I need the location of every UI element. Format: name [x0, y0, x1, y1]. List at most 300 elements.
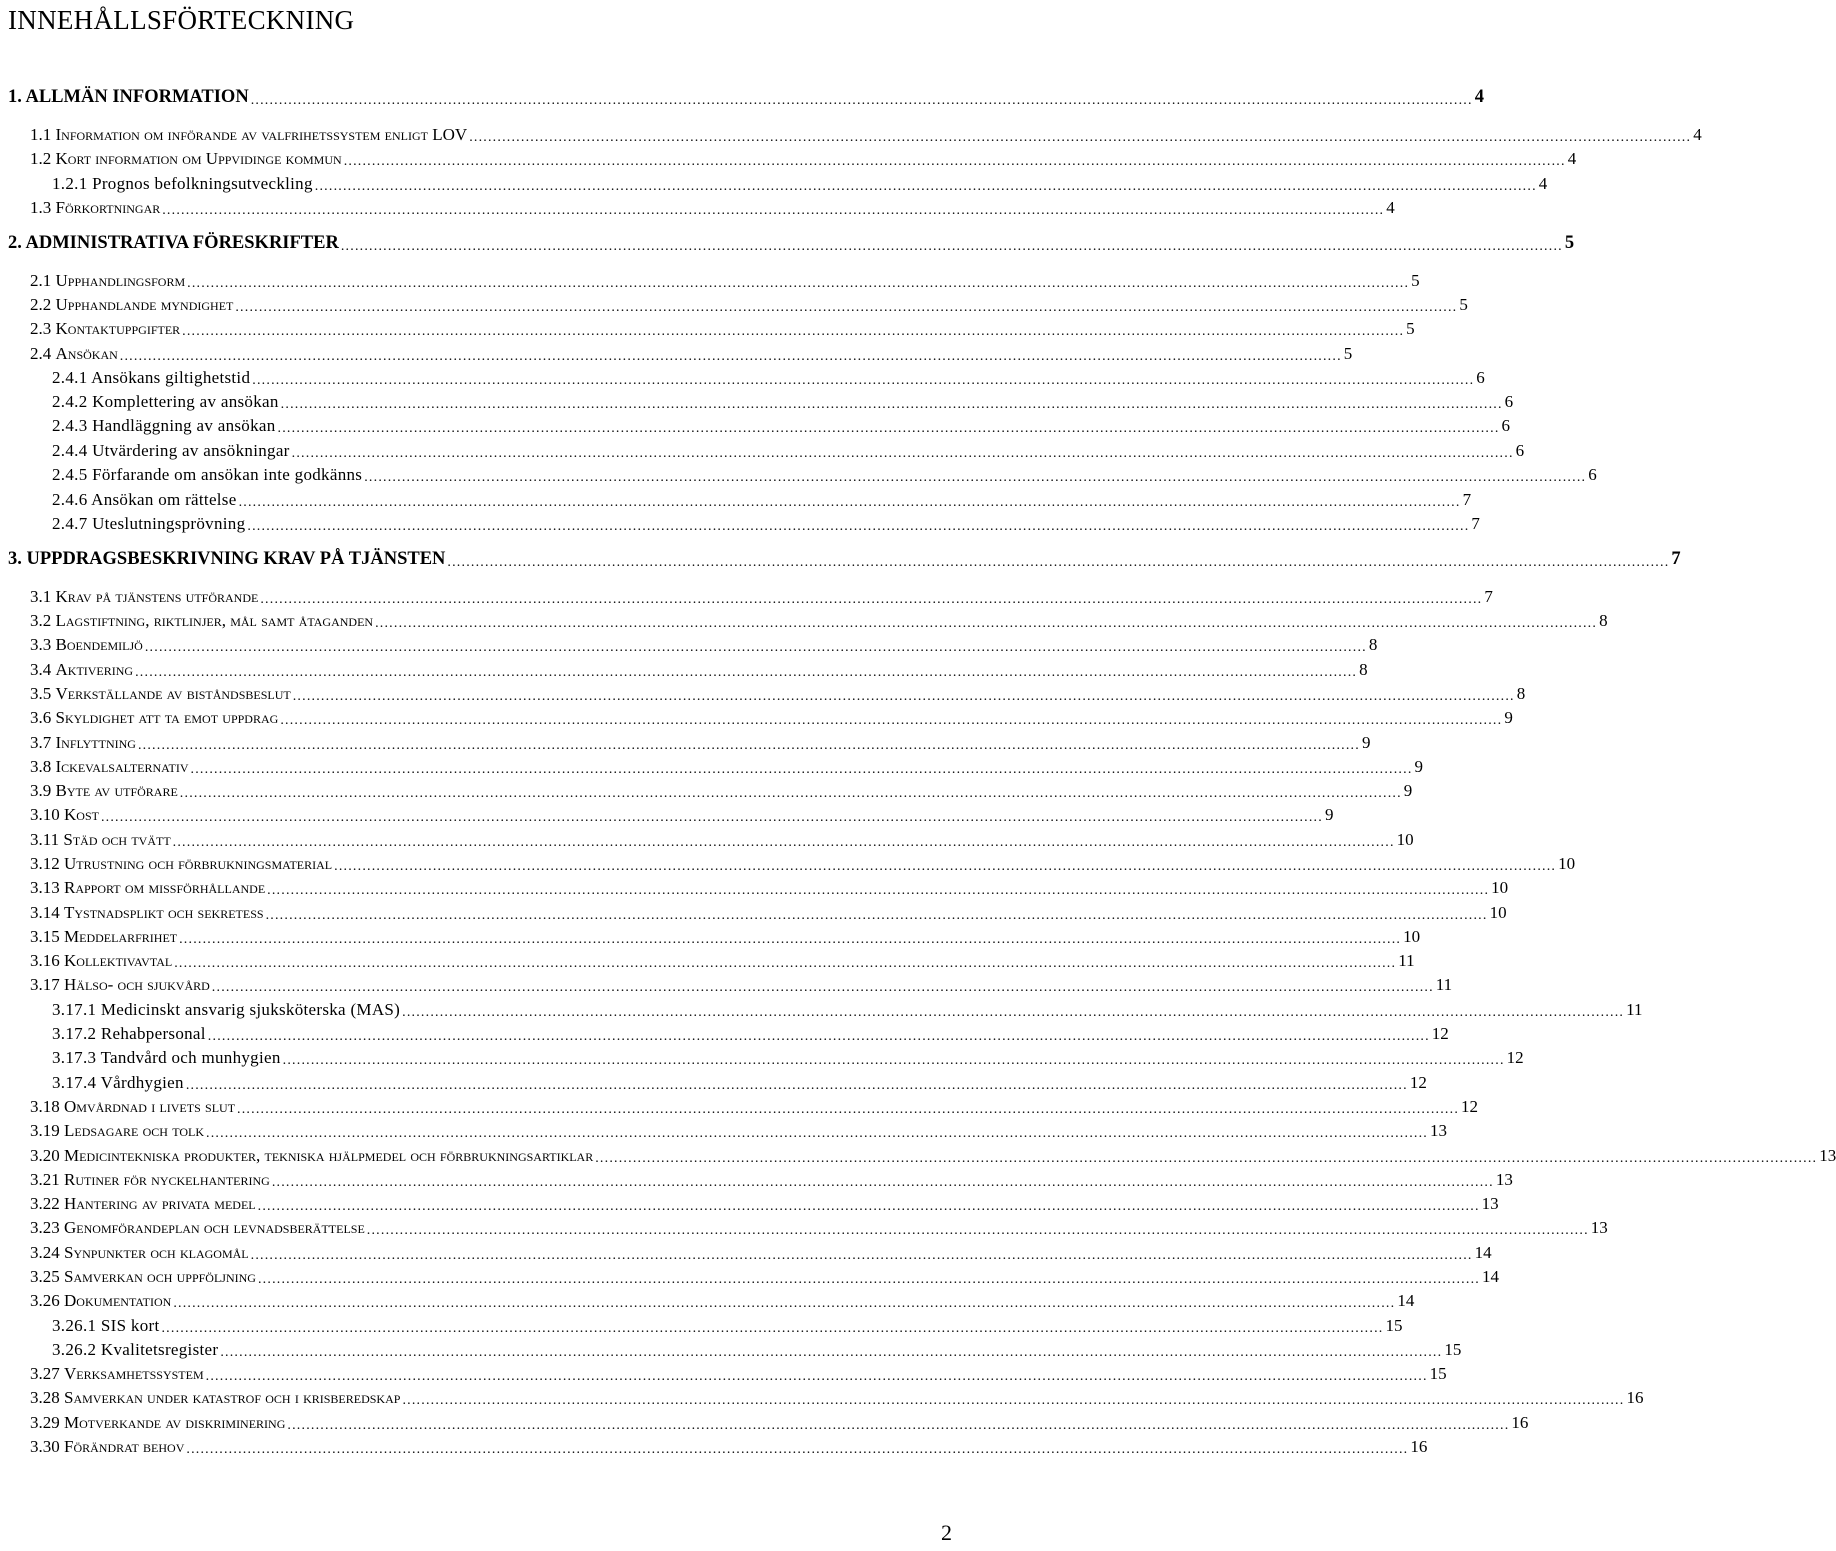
toc-entry-number: 2.3: [30, 319, 52, 338]
toc-entry-label: [30, 271, 187, 291]
toc-entry-number: 3.27: [30, 1364, 60, 1383]
toc-entry-number: 3.26.1: [52, 1316, 97, 1335]
toc-entry-number: 3.26.2: [52, 1340, 97, 1359]
toc-entry-number: 3.19: [30, 1121, 60, 1140]
toc-entry-page: 7: [1471, 514, 1480, 533]
toc-entry-page: 8: [1516, 684, 1526, 703]
dot-leader: ....................................................................................................................................................................................................................................................................: [207, 1029, 1430, 1044]
dot-leader: ....................................................................................................................................................................................................................................................................: [280, 397, 1503, 412]
toc-entry[interactable]: [0, 315, 1415, 339]
toc-entry-title: Information om införande av valfrihetssystem enligt LOV: [55, 125, 468, 144]
dot-leader: ....................................................................................................................................................................................................................................................................: [250, 1248, 1473, 1263]
dot-leader: ....................................................................................................................................................................................................................................................................: [173, 1296, 1396, 1311]
toc-entry-number: 2.4: [30, 344, 52, 363]
dot-leader: ....................................................................................................................................................................................................................................................................: [220, 1345, 1443, 1360]
toc-entry[interactable]: [0, 729, 1371, 753]
dot-leader: ....................................................................................................................................................................................................................................................................: [172, 835, 1395, 850]
toc-entry-page: 6: [1588, 465, 1597, 484]
dot-leader: ....................................................................................................................................................................................................................................................................: [161, 1321, 1384, 1336]
dot-leader: ....................................................................................................................................................................................................................................................................: [314, 179, 1537, 194]
toc-entry-label: [52, 1024, 208, 1044]
toc-entry-title: Dokumentation: [64, 1291, 172, 1310]
toc-entry[interactable]: [0, 1044, 1524, 1068]
dot-leader: ....................................................................................................................................................................................................................................................................: [375, 616, 1598, 631]
toc-entry-label: [52, 514, 247, 534]
toc-entry-page: 12: [1506, 1048, 1524, 1067]
toc-entry-page: 4: [1567, 149, 1577, 168]
toc-entry-page: 11: [1626, 1000, 1643, 1019]
toc-entry-title: Byte av utförare: [55, 781, 178, 800]
toc-entry[interactable]: [0, 267, 1420, 291]
toc-entry-label: [52, 1316, 161, 1336]
toc-entry-title: Uteslutningsprövning: [92, 514, 246, 533]
dot-leader: ....................................................................................................................................................................................................................................................................: [182, 324, 1405, 339]
toc-entry-number: 2.4.1: [52, 368, 88, 387]
toc-entry[interactable]: [0, 388, 1514, 412]
toc-entry-label: [52, 416, 278, 436]
toc-entry-title: Krav på tjänstens utförande: [55, 587, 259, 606]
toc-entry-title: ALLMÄN INFORMATION: [25, 87, 249, 107]
toc-entry-page: 7: [1671, 549, 1681, 569]
dot-leader: ....................................................................................................................................................................................................................................................................: [265, 908, 1488, 923]
toc-entry-page: 5: [1406, 319, 1415, 338]
toc-entry[interactable]: [0, 777, 1413, 801]
toc-entry-title: Aktivering: [55, 660, 134, 679]
toc-entry-label: [30, 198, 162, 218]
toc-entry[interactable]: [0, 486, 1472, 510]
toc-entry-label: [52, 368, 252, 388]
toc-entry-number: 2.4.6: [52, 490, 88, 509]
toc-entry-page: 9: [1324, 805, 1334, 824]
toc-entry-page: 16: [1511, 1413, 1529, 1432]
toc-entry-page: 4: [1538, 174, 1548, 193]
dot-leader: ....................................................................................................................................................................................................................................................................: [267, 883, 1490, 898]
toc-entry-title: Omvårdnad i livets slut: [64, 1097, 236, 1116]
dot-leader: ....................................................................................................................................................................................................................................................................: [282, 1053, 1505, 1068]
dot-leader: ....................................................................................................................................................................................................................................................................: [595, 1151, 1818, 1166]
toc-entry-label: [30, 1218, 367, 1238]
toc-entry[interactable]: [0, 583, 1493, 607]
toc-entry-label: [30, 635, 145, 655]
toc-heading: INNEHÅLLSFÖRTECKNING: [8, 5, 355, 35]
toc-entry-number: 3.13: [30, 878, 60, 897]
toc-entry-title: Städ och tvätt: [63, 830, 171, 849]
toc-entry[interactable]: [0, 1409, 1529, 1433]
toc-entry-page: 6: [1501, 416, 1511, 435]
toc-entry-label: [30, 975, 212, 995]
toc-entry-title: Förkortningar: [55, 198, 161, 217]
dot-leader: ....................................................................................................................................................................................................................................................................: [186, 1442, 1409, 1457]
toc-entry-number: 2.: [8, 233, 22, 253]
toc-entry-page: 13: [1590, 1218, 1608, 1237]
toc-entry-number: 3.6: [30, 708, 52, 727]
dot-leader: ....................................................................................................................................................................................................................................................................: [252, 373, 1475, 388]
toc-entry-title: Genomförandeplan och levnadsberättelse: [64, 1218, 365, 1237]
toc-entry-number: 3.18: [30, 1097, 60, 1116]
toc-entry-page: 4: [1386, 198, 1395, 217]
toc-entry[interactable]: [0, 437, 1525, 461]
toc-entry[interactable]: [0, 947, 1415, 971]
toc-entry-title: Motverkande av diskriminering: [64, 1413, 286, 1432]
toc-entry-page: 13: [1430, 1121, 1447, 1140]
toc-entry-number: 3.17: [30, 975, 60, 994]
dot-leader: ....................................................................................................................................................................................................................................................................: [402, 1005, 1625, 1020]
toc-entry[interactable]: [0, 1433, 1428, 1457]
dot-leader: ....................................................................................................................................................................................................................................................................: [235, 300, 1458, 315]
toc-entry-label: [30, 1267, 258, 1287]
dot-leader: ....................................................................................................................................................................................................................................................................: [402, 1393, 1625, 1408]
toc-entry[interactable]: [0, 1093, 1479, 1117]
toc-entry-title: Handläggning av ansökan: [92, 416, 276, 435]
toc-entry-number: 3.25: [30, 1267, 60, 1286]
toc-entry-title: Hantering av privata medel: [64, 1194, 256, 1213]
toc-entry-title: Rehabpersonal: [100, 1024, 206, 1043]
toc-entry-title: Ansökan: [55, 344, 118, 363]
toc-entry[interactable]: [0, 1117, 1447, 1141]
toc-entry-label: [30, 878, 267, 898]
toc-entry-label: [30, 125, 469, 145]
toc-entry-page: 9: [1403, 781, 1413, 800]
toc-entry-title: Ansökans giltighetstid: [91, 368, 251, 387]
toc-entry-label: [30, 587, 260, 607]
dot-leader: ....................................................................................................................................................................................................................................................................: [271, 1175, 1494, 1190]
dot-leader: ....................................................................................................................................................................................................................................................................: [334, 859, 1557, 874]
toc-entry-title: Kollektivavtal: [64, 951, 173, 970]
toc-entry-title: Prognos befolkningsutveckling: [92, 174, 313, 193]
toc-entry-page: 14: [1397, 1291, 1415, 1310]
toc-entry-label: [30, 708, 280, 728]
dot-leader: ....................................................................................................................................................................................................................................................................: [119, 349, 1342, 364]
toc-entry-label: [30, 1121, 206, 1141]
toc-entry-number: 3.22: [30, 1194, 60, 1213]
toc-entry-number: 3.8: [30, 757, 52, 776]
dot-leader: ....................................................................................................................................................................................................................................................................: [137, 738, 1360, 753]
toc-entry-number: 1.2: [30, 149, 52, 168]
toc-entry-title: Utrustning och förbrukningsmaterial: [64, 854, 333, 873]
toc-entry-label: [8, 233, 341, 254]
toc-entry-number: 3.17.4: [52, 1073, 97, 1092]
toc-entry-page: 11: [1435, 975, 1453, 994]
toc-entry[interactable]: [0, 923, 1421, 947]
toc-entry-number: 3.28: [30, 1388, 60, 1407]
toc-entry[interactable]: [0, 753, 1424, 777]
toc-entry[interactable]: [0, 546, 1681, 570]
toc-entry-title: Komplettering av ansökan: [92, 392, 279, 411]
dot-leader: ....................................................................................................................................................................................................................................................................: [447, 555, 1670, 570]
toc-entry-number: 3.30: [30, 1437, 60, 1456]
toc-entry-page: 10: [1491, 878, 1509, 897]
toc-entry-number: 3.24: [30, 1243, 60, 1262]
toc-entry-label: [30, 1194, 258, 1214]
toc-entry-page: 5: [1564, 233, 1575, 253]
toc-entry[interactable]: [0, 1069, 1427, 1093]
toc-entry-label: [30, 319, 182, 339]
toc-entry[interactable]: [0, 801, 1334, 825]
toc-entry-label: [8, 549, 447, 570]
toc-entry[interactable]: [0, 680, 1526, 704]
toc-entry-number: 3.10: [30, 805, 60, 824]
dot-leader: ....................................................................................................................................................................................................................................................................: [185, 1078, 1408, 1093]
toc-entry[interactable]: [0, 874, 1509, 898]
toc-entry[interactable]: [0, 971, 1453, 995]
toc-entry[interactable]: [0, 826, 1414, 850]
toc-entry-page: 10: [1489, 903, 1507, 922]
toc-entry-title: Rapport om missförhållande: [64, 878, 266, 897]
toc-entry-title: Tystnadsplikt och sekretess: [64, 903, 264, 922]
toc-entry[interactable]: [0, 340, 1353, 364]
toc-entry-page: 8: [1599, 611, 1608, 630]
toc-entry[interactable]: [0, 1384, 1644, 1408]
dot-leader: ....................................................................................................................................................................................................................................................................: [190, 762, 1413, 777]
toc-entry-number: 3.23: [30, 1218, 60, 1237]
toc-entry[interactable]: [0, 1360, 1447, 1384]
toc-entry-title: Kort information om Uppvidinge kommun: [55, 149, 342, 168]
dot-leader: ....................................................................................................................................................................................................................................................................: [205, 1369, 1428, 1384]
toc-entry[interactable]: [0, 230, 1575, 254]
toc-entry-number: 3.11: [30, 830, 60, 849]
toc-entry[interactable]: [0, 1142, 1836, 1166]
dot-leader: ....................................................................................................................................................................................................................................................................: [247, 519, 1470, 534]
toc-entry-page: 4: [1474, 87, 1484, 107]
toc-entry-number: 3.17.2: [52, 1024, 97, 1043]
toc-entry-number: 3.14: [30, 903, 60, 922]
toc-entry-page: 9: [1504, 708, 1513, 727]
toc-entry-title: UPPDRAGSBESKRIVNING KRAV PÅ TJÄNSTEN: [26, 549, 446, 569]
toc-entry-number: 3.17.1: [52, 1000, 97, 1019]
dot-leader: ....................................................................................................................................................................................................................................................................: [257, 1199, 1480, 1214]
toc-entry[interactable]: [0, 607, 1608, 631]
toc-entry-page: 15: [1385, 1316, 1403, 1335]
toc-entry[interactable]: [0, 1020, 1449, 1044]
toc-entry[interactable]: [0, 996, 1643, 1020]
dot-leader: ....................................................................................................................................................................................................................................................................: [291, 446, 1514, 461]
toc-entry-page: 10: [1396, 830, 1414, 849]
toc-entry[interactable]: [0, 84, 1484, 108]
toc-entry-number: 3.26: [30, 1291, 60, 1310]
toc-entry[interactable]: [0, 364, 1485, 388]
toc-entry-title: Utvärdering av ansökningar: [92, 441, 290, 460]
toc-entry-number: 2.1: [30, 271, 52, 290]
toc-entry-number: 2.4.7: [52, 514, 88, 533]
toc-entry-label: [30, 757, 191, 777]
toc-entry-page: 6: [1504, 392, 1514, 411]
toc-entry-number: 3.21: [30, 1170, 60, 1189]
dot-leader: ....................................................................................................................................................................................................................................................................: [187, 276, 1410, 291]
toc-entry-label: [30, 295, 235, 315]
toc-entry-number: 3.5: [30, 684, 52, 703]
toc-entry[interactable]: [0, 121, 1702, 145]
toc-entry[interactable]: [0, 1239, 1492, 1263]
dot-leader: ....................................................................................................................................................................................................................................................................: [237, 1102, 1460, 1117]
toc-entry-label: [30, 830, 173, 850]
toc-entry-number: 1.3: [30, 198, 52, 217]
toc-entry-page: 13: [1819, 1146, 1836, 1165]
toc-entry-number: 3.15: [30, 927, 60, 946]
toc-entry-number: 1.: [8, 87, 22, 107]
toc-entry-label: [30, 1413, 287, 1433]
toc-entry-label: [30, 1291, 173, 1311]
toc-entry-label: [52, 1340, 220, 1360]
toc-entry[interactable]: [0, 1166, 1513, 1190]
toc-entry-label: [52, 441, 292, 461]
toc-entry-page: 10: [1558, 854, 1576, 873]
page-number: 2: [941, 1520, 952, 1545]
toc-entry-label: [52, 392, 281, 412]
toc-entry[interactable]: [0, 145, 1577, 169]
dot-leader: ....................................................................................................................................................................................................................................................................: [179, 786, 1402, 801]
toc-entry-label: [30, 1243, 251, 1263]
toc-entry-label: [30, 344, 120, 364]
toc-entry[interactable]: [0, 656, 1368, 680]
toc-entry[interactable]: [0, 461, 1597, 485]
toc-entry[interactable]: [0, 1214, 1608, 1238]
toc-entry-title: Inflyttning: [55, 733, 136, 752]
toc-entry[interactable]: [0, 1336, 1462, 1360]
toc-entry-title: Boendemiljö: [55, 635, 143, 654]
toc-entry-page: 4: [1693, 125, 1702, 144]
toc-entry-page: 5: [1343, 344, 1353, 363]
toc-entry[interactable]: [0, 850, 1576, 874]
toc-entry-title: Förändrat behov: [64, 1437, 185, 1456]
toc-entry-label: [30, 1388, 402, 1408]
toc-entry-label: [30, 805, 101, 825]
toc-entry-title: Medicintekniska produkter, tekniska hjälpmedel och förbrukningsartiklar: [64, 1146, 594, 1165]
toc-entry-number: 3.2: [30, 611, 52, 630]
toc-entry-page: 7: [1462, 490, 1472, 509]
toc-entry-page: 14: [1481, 1267, 1499, 1286]
toc-entry-number: 2.4.4: [52, 441, 88, 460]
dot-leader: ....................................................................................................................................................................................................................................................................: [340, 239, 1563, 254]
toc-entry-label: [30, 951, 174, 971]
toc-entry-page: 12: [1431, 1024, 1449, 1043]
toc-entry-label: [30, 1146, 595, 1166]
toc-entry-label: [30, 1437, 186, 1457]
dot-leader: ....................................................................................................................................................................................................................................................................: [280, 713, 1503, 728]
toc-entry-title: Skyldighet att ta emot uppdrag: [55, 708, 279, 727]
toc-entry-title: Hälso- och sjukvård: [64, 975, 210, 994]
toc-entry-number: 3.20: [30, 1146, 60, 1165]
toc-entry-label: [30, 781, 180, 801]
toc-entry-title: Upphandlande myndighet: [55, 295, 234, 314]
dot-leader: ....................................................................................................................................................................................................................................................................: [257, 1272, 1480, 1287]
toc-entry-label: [52, 465, 364, 485]
toc-entry-page: 15: [1429, 1364, 1447, 1383]
dot-leader: ....................................................................................................................................................................................................................................................................: [343, 154, 1566, 169]
toc-entry-label: [30, 927, 179, 947]
toc-entry-label: [52, 490, 239, 510]
toc-entry-number: 2.2: [30, 295, 52, 314]
toc-entry-page: 16: [1410, 1437, 1428, 1456]
toc-entry-title: Ledsagare och tolk: [64, 1121, 204, 1140]
toc-entry-number: 2.4.5: [52, 465, 88, 484]
dot-leader: ....................................................................................................................................................................................................................................................................: [260, 592, 1483, 607]
toc-entry-label: [30, 149, 344, 169]
dot-leader: ....................................................................................................................................................................................................................................................................: [162, 203, 1385, 218]
toc-entry-label: [30, 1097, 237, 1117]
toc-entry[interactable]: [0, 291, 1468, 315]
toc-entry[interactable]: [0, 510, 1480, 534]
toc-entry-label: [30, 854, 334, 874]
toc-entry-title: Synpunkter och klagomål: [64, 1243, 249, 1262]
toc-entry-page: 5: [1411, 271, 1420, 290]
dot-leader: ....................................................................................................................................................................................................................................................................: [100, 810, 1323, 825]
toc-entry-title: Tandvård och munhygien: [100, 1048, 281, 1067]
toc-entry[interactable]: [0, 1190, 1499, 1214]
dot-leader: ....................................................................................................................................................................................................................................................................: [469, 130, 1692, 145]
toc-entry-number: 2.4.3: [52, 416, 88, 435]
toc-entry-page: 11: [1398, 951, 1415, 970]
toc-entry[interactable]: [0, 631, 1378, 655]
toc-entry-title: Medicinskt ansvarig sjuksköterska (MAS): [100, 1000, 401, 1019]
toc-entry-page: 13: [1481, 1194, 1499, 1213]
toc-entry-number: 2.4.2: [52, 392, 88, 411]
toc-entry-title: Kvalitetsregister: [100, 1340, 219, 1359]
toc-entry-number: 3.29: [30, 1413, 60, 1432]
toc-entry-title: Kost: [64, 805, 99, 824]
toc-entry-page: 9: [1414, 757, 1424, 776]
toc-entry-title: Vårdhygien: [100, 1073, 184, 1092]
toc-entry-page: 16: [1626, 1388, 1644, 1407]
toc-entry[interactable]: [0, 412, 1511, 436]
toc-entry-title: ADMINISTRATIVA FÖRESKRIFTER: [25, 233, 339, 253]
toc-entry-number: 3.16: [30, 951, 60, 970]
toc-entry-page: 6: [1515, 441, 1525, 460]
toc-entry[interactable]: [0, 1287, 1415, 1311]
toc-entry[interactable]: [0, 194, 1395, 218]
toc-entry-label: [52, 1048, 283, 1068]
toc-entry-page: 10: [1403, 927, 1421, 946]
toc-entry-page: 9: [1361, 733, 1371, 752]
toc-entry[interactable]: [0, 704, 1513, 728]
toc-entry-title: Lagstiftning, riktlinjer, mål samt åtaganden: [55, 611, 374, 630]
toc-entry-label: [30, 1170, 272, 1190]
toc-entry-number: 3.17.3: [52, 1048, 97, 1067]
toc-entry-page: 6: [1476, 368, 1485, 387]
toc-entry[interactable]: [0, 1312, 1403, 1336]
toc-entry-page: 15: [1444, 1340, 1462, 1359]
toc-entry-title: SIS kort: [100, 1316, 160, 1335]
toc-entry-label: [30, 1364, 206, 1384]
toc-entry-title: Verkställande av biståndsbeslut: [55, 684, 291, 703]
toc-entry[interactable]: [0, 1263, 1499, 1287]
dot-leader: ....................................................................................................................................................................................................................................................................: [135, 665, 1358, 680]
toc-entry-title: Rutiner för nyckelhantering: [64, 1170, 270, 1189]
toc-entry-number: 3.3: [30, 635, 52, 654]
toc-entry-page: 13: [1495, 1170, 1513, 1189]
dot-leader: ....................................................................................................................................................................................................................................................................: [277, 421, 1500, 436]
toc-entry-number: 3.1: [30, 587, 52, 606]
toc-entry-title: Samverkan och uppföljning: [64, 1267, 256, 1286]
toc-entry-title: Samverkan under katastrof och i krisberedskap: [64, 1388, 401, 1407]
toc-entry-label: [30, 611, 375, 631]
toc-entry-label: [30, 733, 138, 753]
dot-leader: ....................................................................................................................................................................................................................................................................: [174, 956, 1397, 971]
toc-entry-number: 1.1: [30, 125, 52, 144]
toc-entry-page: 12: [1461, 1097, 1479, 1116]
toc-entry-label: [30, 660, 135, 680]
toc-entry-label: [30, 903, 266, 923]
toc-entry[interactable]: [0, 899, 1507, 923]
toc-entry-page: 5: [1459, 295, 1468, 314]
dot-leader: ....................................................................................................................................................................................................................................................................: [366, 1223, 1589, 1238]
toc-entry-title: Ickevalsalternativ: [55, 757, 189, 776]
dot-leader: ....................................................................................................................................................................................................................................................................: [179, 932, 1402, 947]
toc-entry-number: 3.12: [30, 854, 60, 873]
toc-entry-page: 7: [1484, 587, 1493, 606]
dot-leader: ....................................................................................................................................................................................................................................................................: [211, 980, 1434, 995]
toc-entry[interactable]: [0, 170, 1548, 194]
toc-entry-page: 8: [1368, 635, 1378, 654]
